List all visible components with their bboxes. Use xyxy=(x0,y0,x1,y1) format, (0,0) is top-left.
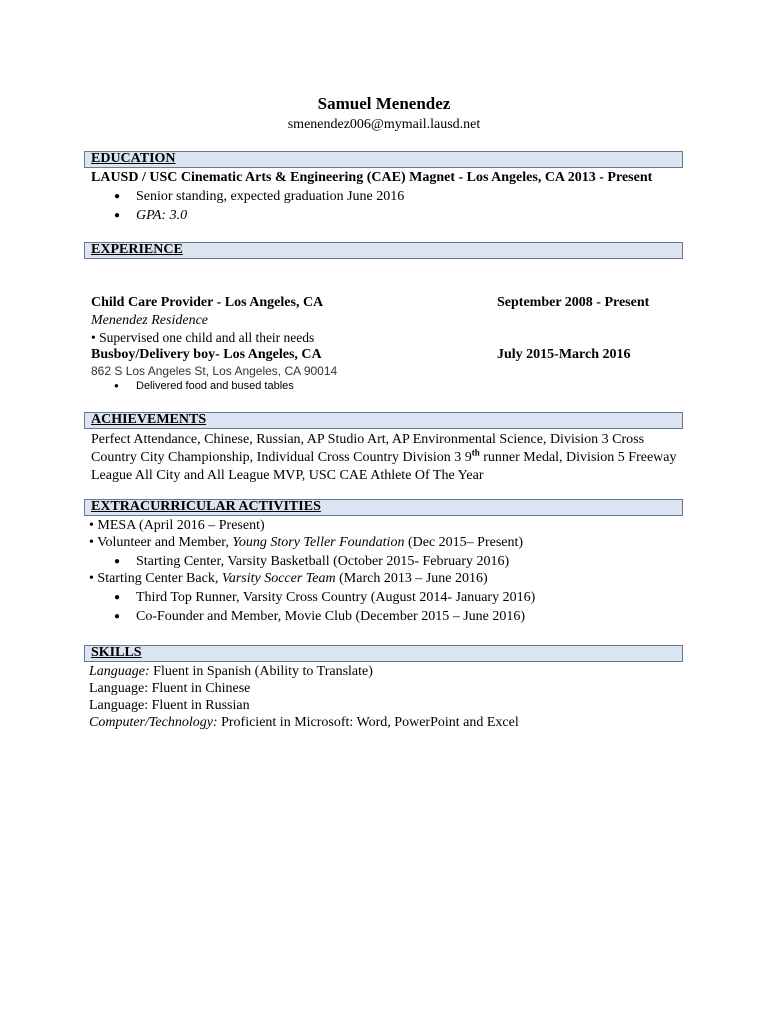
extracurricular-soccer: • Starting Center Back, Varsity Soccer Team (March 2013 – June 2016) xyxy=(89,571,488,586)
achievements-heading: ACHIEVEMENTS xyxy=(91,412,207,427)
education-heading: EDUCATION xyxy=(91,151,176,166)
extracurricular-heading: EXTRACURRICULAR ACTIVITIES xyxy=(91,499,321,514)
experience-heading: EXPERIENCE xyxy=(91,242,183,257)
skill-spanish: Language: Fluent in Spanish (Ability to Translate) xyxy=(89,664,373,679)
education-standing: Senior standing, expected graduation June 2016 xyxy=(136,189,405,204)
skill-chinese: Language: Fluent in Chinese xyxy=(89,681,251,696)
job-2-bullet: ● xyxy=(114,381,119,390)
achievements-heading-bar xyxy=(84,412,683,429)
cross-country-bullet: ● xyxy=(114,592,121,603)
job-2-detail: Delivered food and bused tables xyxy=(136,380,294,392)
job-2-title: Busboy/Delivery boy- Los Angeles, CA xyxy=(91,347,322,362)
experience-heading-bar xyxy=(84,242,683,259)
education-school: LAUSD / USC Cinematic Arts & Engineering (CAE) Magnet - Los Angeles, CA 2013 - Present xyxy=(91,170,653,185)
skills-heading: SKILLS xyxy=(91,645,142,660)
job-2-dates: July 2015-March 2016 xyxy=(497,347,631,362)
extracurricular-basketball: Starting Center, Varsity Basketball (October 2015- February 2016) xyxy=(136,554,510,569)
skills-heading-bar xyxy=(84,645,683,662)
achievements-text: Perfect Attendance, Chinese, Russian, AP Studio Art, AP Environmental Science, Division 3 Cross Country City Championship, Individual Cross Country Division 3 9th runner Medal, Division 5 Freeway League All City and All League MVP, USC CAE Athlete Of The Year xyxy=(91,432,677,483)
job-2-address: 862 S Los Angeles St, Los Angeles, CA 90014 xyxy=(91,364,338,378)
education-bullet-1: ● xyxy=(114,191,121,202)
resume-email: smenendez006@mymail.lausd.net xyxy=(287,117,481,132)
education-heading-bar xyxy=(84,151,683,168)
job-1-title: Child Care Provider - Los Angeles, CA xyxy=(91,295,324,310)
resume-name: Samuel Menendez xyxy=(317,94,451,113)
extracurricular-heading-bar xyxy=(84,499,683,516)
education-gpa: GPA: 3.0 xyxy=(136,208,188,223)
job-1-dates: September 2008 - Present xyxy=(497,295,650,310)
basketball-bullet: ● xyxy=(114,556,121,567)
education-bullet-2: ● xyxy=(114,210,121,221)
extracurricular-mesa: • MESA (April 2016 – Present) xyxy=(89,518,265,533)
skill-russian: Language: Fluent in Russian xyxy=(89,698,250,713)
extracurricular-volunteer: • Volunteer and Member, Young Story Teller Foundation (Dec 2015– Present) xyxy=(89,535,524,550)
extracurricular-movie-club: Co-Founder and Member, Movie Club (December 2015 – June 2016) xyxy=(136,609,526,624)
movie-club-bullet: ● xyxy=(114,611,121,622)
job-1-employer: Menendez Residence xyxy=(91,313,208,328)
skill-computer: Computer/Technology: Proficient in Microsoft: Word, PowerPoint and Excel xyxy=(89,715,519,730)
extracurricular-cross-country: Third Top Runner, Varsity Cross Country (August 2014- January 2016) xyxy=(136,590,536,605)
job-1-detail: • Supervised one child and all their needs xyxy=(91,330,315,345)
